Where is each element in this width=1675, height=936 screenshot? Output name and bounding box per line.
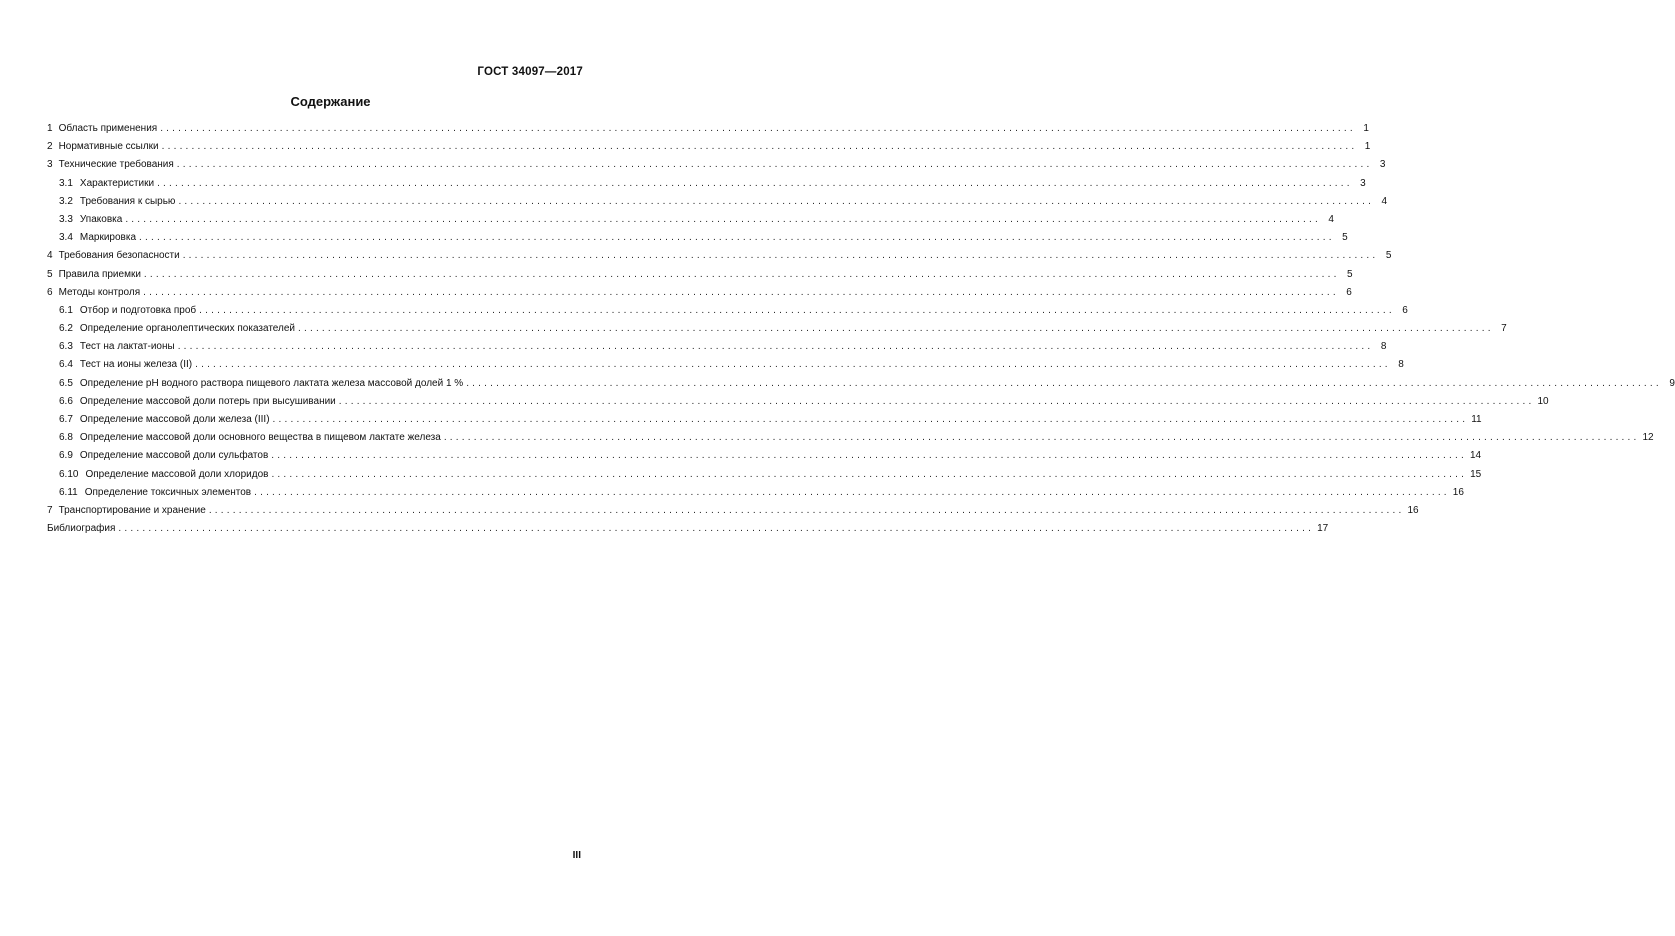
toc-entry[interactable] bbox=[47, 120, 1369, 138]
toc-entry-page: 4 bbox=[1381, 195, 1388, 207]
toc-entry-number: 7 bbox=[47, 504, 53, 516]
toc-entry-page: 10 bbox=[1537, 395, 1549, 407]
toc-leader-dots: ........................................................................................................................................................................................................ bbox=[143, 286, 1339, 298]
toc-leader-dots: ........................................................................................................................................................................................................ bbox=[160, 123, 1356, 134]
toc-entry-number: 6.7 bbox=[59, 414, 73, 425]
toc-leader-dots: ........................................................................................................................................................................................................ bbox=[271, 450, 1467, 462]
toc-entry-number: 6.9 bbox=[59, 450, 73, 462]
toc-entry-title: Методы контроля bbox=[58, 286, 141, 298]
toc-entry-page: 4 bbox=[1328, 213, 1334, 225]
toc-leader-dots: ........................................................................................................................................................................................................ bbox=[143, 268, 1340, 280]
toc-entry-title: Определение массовой доли потерь при высушивании bbox=[79, 395, 336, 407]
toc-entry[interactable] bbox=[47, 520, 1329, 538]
toc-entry-title: Правила приемки bbox=[58, 268, 141, 280]
toc-entry-title: Упаковка bbox=[79, 213, 123, 225]
toc-leader-dots: ........................................................................................................................................................................................................ bbox=[199, 304, 1395, 316]
toc-leader-dots: ........................................................................................................................................................................................................ bbox=[161, 141, 1358, 153]
toc-entry-page: 17 bbox=[1317, 523, 1329, 535]
toc-entry-title: Определение pH водного раствора пищевого лактата железа массовой долей 1 % bbox=[79, 377, 464, 389]
toc-entry-page: 8 bbox=[1380, 341, 1387, 353]
toc-leader-dots: ........................................................................................................................................................................................................ bbox=[254, 486, 1450, 498]
toc-entry-page: 3 bbox=[1360, 177, 1366, 189]
toc-entry-number: 6.5 bbox=[59, 377, 73, 389]
toc-entry[interactable] bbox=[47, 320, 1507, 338]
toc-leader-dots: ........................................................................................................................................................................................................ bbox=[195, 359, 1391, 371]
toc-entry-title: Определение массовой доли железа (III) bbox=[79, 414, 270, 425]
toc-entry-title: Характеристики bbox=[79, 177, 155, 189]
toc-entry-page: 6 bbox=[1346, 286, 1352, 298]
toc-leader-dots: ........................................................................................................................................................................................................ bbox=[139, 232, 1335, 244]
table-of-contents bbox=[47, 120, 1675, 538]
toc-entry[interactable] bbox=[47, 247, 1392, 265]
toc-entry[interactable] bbox=[47, 502, 1419, 520]
toc-entry-number: 3 bbox=[47, 159, 53, 171]
toc-entry-page: 6 bbox=[1402, 304, 1408, 316]
toc-entry-number: 6.8 bbox=[59, 432, 73, 444]
toc-entry-page: 1 bbox=[1363, 123, 1369, 134]
toc-leader-dots: ........................................................................................................................................................................................................ bbox=[182, 250, 1379, 262]
toc-entry-page: 3 bbox=[1379, 159, 1386, 171]
toc-entry-title: Тест на лактат-ионы bbox=[79, 341, 175, 353]
toc-entry-title: Технические требования bbox=[58, 159, 174, 171]
toc-entry-title: Транспортирование и хранение bbox=[58, 504, 206, 516]
toc-entry-number: 4 bbox=[47, 250, 53, 262]
toc-entry[interactable] bbox=[47, 193, 1388, 211]
toc-entry-number: 1 bbox=[47, 123, 53, 134]
toc-entry[interactable] bbox=[47, 211, 1334, 229]
toc-entry[interactable] bbox=[47, 375, 1675, 393]
toc-leader-dots: ........................................................................................................................................................................................................ bbox=[208, 504, 1405, 516]
toc-entry-number: 3.3 bbox=[59, 213, 73, 225]
toc-entry-title: Нормативные ссылки bbox=[58, 141, 159, 153]
toc-entry-page: 9 bbox=[1669, 377, 1675, 389]
toc-entry-title: Определение органолептических показателей bbox=[79, 323, 296, 335]
toc-entry-title: Маркировка bbox=[79, 232, 137, 244]
toc-entry-page: 11 bbox=[1471, 414, 1482, 425]
toc-entry-number: 6.4 bbox=[59, 359, 73, 371]
toc-entry-number: 6.2 bbox=[59, 323, 73, 335]
toc-entry-number: 6.1 bbox=[59, 304, 73, 316]
toc-entry[interactable] bbox=[47, 393, 1549, 411]
toc-entry-number: 6.6 bbox=[59, 395, 73, 407]
toc-entry-title: Тест на ионы железа (II) bbox=[79, 359, 193, 371]
toc-leader-dots: ........................................................................................................................................................................................................ bbox=[272, 414, 1469, 425]
toc-entry[interactable] bbox=[47, 429, 1654, 447]
toc-entry-page: 12 bbox=[1642, 432, 1654, 444]
toc-entry[interactable] bbox=[47, 229, 1348, 247]
toc-leader-dots: ........................................................................................................................................................................................................ bbox=[177, 341, 1374, 353]
page-number: III bbox=[572, 850, 581, 861]
toc-leader-dots: ........................................................................................................................................................................................................ bbox=[176, 159, 1373, 171]
toc-entry-page: 16 bbox=[1407, 504, 1419, 516]
toc-leader-dots: ........................................................................................................................................................................................................ bbox=[178, 195, 1375, 207]
toc-entry-page: 7 bbox=[1501, 323, 1507, 335]
toc-entry-number: 5 bbox=[47, 268, 53, 280]
toc-entry-page: 5 bbox=[1347, 268, 1353, 280]
toc-entry-number: 3.2 bbox=[59, 195, 73, 207]
toc-entry[interactable] bbox=[47, 156, 1386, 174]
toc-leader-dots: ........................................................................................................................................................................................................ bbox=[466, 377, 1662, 389]
page-title: Содержание bbox=[290, 94, 371, 109]
toc-entry[interactable] bbox=[47, 484, 1464, 502]
toc-entry[interactable] bbox=[47, 302, 1408, 320]
toc-entry[interactable] bbox=[47, 175, 1366, 193]
toc-leader-dots: ........................................................................................................................................................................................................ bbox=[338, 395, 1535, 407]
toc-entry-number: 6.3 bbox=[59, 341, 73, 353]
toc-entry-page: 5 bbox=[1342, 232, 1348, 244]
toc-entry-page: 5 bbox=[1385, 250, 1392, 262]
toc-entry-page: 14 bbox=[1469, 450, 1482, 462]
toc-entry[interactable] bbox=[47, 266, 1353, 284]
toc-entry-number: 3.1 bbox=[59, 177, 73, 189]
toc-entry[interactable] bbox=[47, 466, 1482, 484]
toc-entry-page: 16 bbox=[1452, 486, 1464, 498]
toc-entry-title: Определение массовой доли хлоридов bbox=[85, 468, 269, 480]
toc-entry-number: 2 bbox=[47, 141, 53, 153]
toc-leader-dots: ........................................................................................................................................................................................................ bbox=[118, 523, 1315, 535]
toc-entry-title: Требования безопасности bbox=[58, 250, 180, 262]
toc-entry-title: Определение массовой доли сульфатов bbox=[79, 450, 269, 462]
toc-entry-page: 8 bbox=[1398, 359, 1404, 371]
toc-entry[interactable] bbox=[47, 356, 1404, 374]
standard-designation: ГОСТ 34097—2017 bbox=[477, 66, 583, 78]
toc-leader-dots: ........................................................................................................................................................................................................ bbox=[271, 468, 1468, 480]
toc-entry-number: 6 bbox=[47, 286, 53, 298]
toc-leader-dots: ........................................................................................................................................................................................................ bbox=[157, 177, 1353, 189]
toc-leader-dots: ........................................................................................................................................................................................................ bbox=[443, 432, 1640, 444]
toc-entry[interactable] bbox=[47, 411, 1482, 429]
toc-entry[interactable] bbox=[47, 284, 1352, 302]
toc-entry-number: 3.4 bbox=[59, 232, 73, 244]
toc-entry-page: 15 bbox=[1470, 468, 1482, 480]
toc-entry-number: 6.10 bbox=[59, 468, 79, 480]
toc-leader-dots: ........................................................................................................................................................................................................ bbox=[125, 213, 1321, 225]
toc-entry-title: Определение токсичных элементов bbox=[84, 486, 252, 498]
toc-entry[interactable] bbox=[47, 447, 1482, 465]
toc-entry[interactable] bbox=[47, 138, 1371, 156]
toc-entry-title: Область применения bbox=[58, 123, 158, 134]
toc-entry-title: Библиография bbox=[47, 523, 116, 535]
toc-entry-page: 1 bbox=[1364, 141, 1371, 153]
toc-entry-title: Требования к сырью bbox=[79, 195, 176, 207]
toc-entry[interactable] bbox=[47, 338, 1387, 356]
toc-entry-title: Отбор и подготовка проб bbox=[79, 304, 197, 316]
toc-leader-dots: ........................................................................................................................................................................................................ bbox=[298, 323, 1494, 335]
toc-entry-title: Определение массовой доли основного вещества в пищевом лактате железа bbox=[79, 432, 441, 444]
toc-entry-number: 6.11 bbox=[59, 486, 78, 498]
